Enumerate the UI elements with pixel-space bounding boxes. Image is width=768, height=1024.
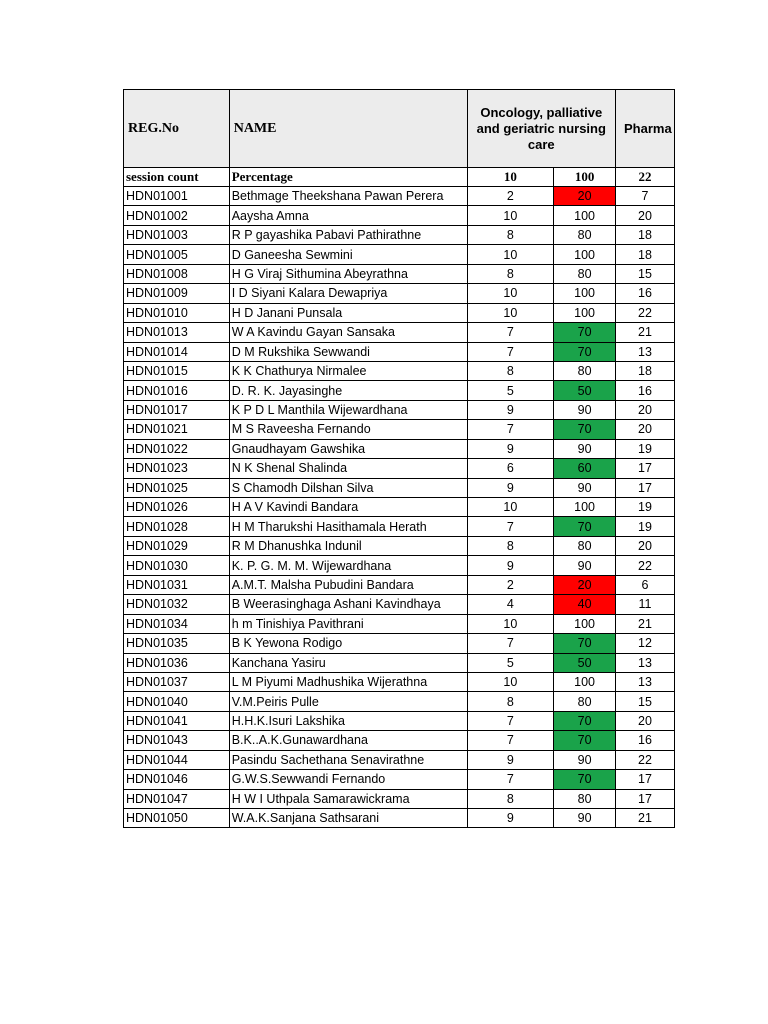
reg-no-cell: HDN01001 bbox=[124, 187, 230, 206]
percentage-cell: 70 bbox=[554, 420, 616, 439]
course2-count-cell: 22 bbox=[616, 750, 675, 769]
course1-session-total: 10 bbox=[467, 168, 554, 187]
session-count-cell: 7 bbox=[467, 770, 554, 789]
table-row bbox=[124, 595, 675, 614]
student-name-cell: G.W.S.Sewwandi Fernando bbox=[229, 770, 467, 789]
percentage-cell: 80 bbox=[554, 225, 616, 244]
table-row bbox=[124, 381, 675, 400]
percentage-cell: 70 bbox=[554, 323, 616, 342]
course2-count-cell: 16 bbox=[616, 284, 675, 303]
course2-count-cell: 21 bbox=[616, 323, 675, 342]
percentage-cell: 90 bbox=[554, 439, 616, 458]
reg-no-cell: HDN01026 bbox=[124, 498, 230, 517]
course2-count-cell: 18 bbox=[616, 361, 675, 380]
session-count-cell: 9 bbox=[467, 556, 554, 575]
percentage-cell: 100 bbox=[554, 303, 616, 322]
student-name-cell: R M Dhanushka Indunil bbox=[229, 536, 467, 555]
course2-count-cell: 20 bbox=[616, 711, 675, 730]
student-name-cell: D. R. K. Jayasinghe bbox=[229, 381, 467, 400]
table-row bbox=[124, 770, 675, 789]
percentage-cell: 90 bbox=[554, 809, 616, 828]
reg-no-cell: HDN01050 bbox=[124, 809, 230, 828]
session-count-cell: 7 bbox=[467, 342, 554, 361]
student-name-cell: W.A.K.Sanjana Sathsarani bbox=[229, 809, 467, 828]
student-name-cell: W A Kavindu Gayan Sansaka bbox=[229, 323, 467, 342]
table-row bbox=[124, 342, 675, 361]
reg-no-cell: HDN01044 bbox=[124, 750, 230, 769]
table-row bbox=[124, 750, 675, 769]
course2-count-cell: 13 bbox=[616, 653, 675, 672]
student-name-cell: Kanchana Yasiru bbox=[229, 653, 467, 672]
percentage-cell: 80 bbox=[554, 264, 616, 283]
student-name-cell: K. P. G. M. M. Wijewardhana bbox=[229, 556, 467, 575]
reg-no-cell: HDN01040 bbox=[124, 692, 230, 711]
table-row bbox=[124, 556, 675, 575]
session-count-cell: 5 bbox=[467, 381, 554, 400]
table-row bbox=[124, 225, 675, 244]
course2-count-cell: 13 bbox=[616, 342, 675, 361]
course2-count-cell: 13 bbox=[616, 672, 675, 691]
session-count-row bbox=[124, 168, 675, 187]
student-name-cell: K P D L Manthila Wijewardhana bbox=[229, 400, 467, 419]
course2-count-cell: 6 bbox=[616, 575, 675, 594]
student-name-cell: I D Siyani Kalara Dewapriya bbox=[229, 284, 467, 303]
reg-no-cell: HDN01029 bbox=[124, 536, 230, 555]
course2-count-cell: 11 bbox=[616, 595, 675, 614]
course2-count-cell: 19 bbox=[616, 498, 675, 517]
student-name-cell: H D Janani Punsala bbox=[229, 303, 467, 322]
table-row bbox=[124, 731, 675, 750]
percentage-cell: 90 bbox=[554, 478, 616, 497]
percentage-cell: 20 bbox=[554, 187, 616, 206]
course2-count-cell: 19 bbox=[616, 439, 675, 458]
session-count-cell: 10 bbox=[467, 614, 554, 633]
session-count-cell: 9 bbox=[467, 809, 554, 828]
reg-no-cell: HDN01030 bbox=[124, 556, 230, 575]
student-name-cell: L M Piyumi Madhushika Wijerathna bbox=[229, 672, 467, 691]
session-count-cell: 8 bbox=[467, 692, 554, 711]
session-count-cell: 5 bbox=[467, 653, 554, 672]
student-name-cell: N K Shenal Shalinda bbox=[229, 459, 467, 478]
course2-count-cell: 21 bbox=[616, 614, 675, 633]
student-name-cell: S Chamodh Dilshan Silva bbox=[229, 478, 467, 497]
student-name-cell: M S Raveesha Fernando bbox=[229, 420, 467, 439]
course2-count-cell: 21 bbox=[616, 809, 675, 828]
table-row bbox=[124, 478, 675, 497]
percentage-cell: 80 bbox=[554, 361, 616, 380]
reg-no-cell: HDN01032 bbox=[124, 595, 230, 614]
student-name-cell: Bethmage Theekshana Pawan Perera bbox=[229, 187, 467, 206]
table-row bbox=[124, 711, 675, 730]
student-name-cell: B Weerasinghaga Ashani Kavindhaya bbox=[229, 595, 467, 614]
table-row bbox=[124, 264, 675, 283]
table-row bbox=[124, 361, 675, 380]
percentage-cell: 100 bbox=[554, 614, 616, 633]
percentage-cell: 50 bbox=[554, 653, 616, 672]
course2-count-cell: 16 bbox=[616, 381, 675, 400]
course2-count-cell: 17 bbox=[616, 478, 675, 497]
session-count-cell: 8 bbox=[467, 789, 554, 808]
percentage-cell: 70 bbox=[554, 731, 616, 750]
reg-no-cell: HDN01016 bbox=[124, 381, 230, 400]
percentage-cell: 40 bbox=[554, 595, 616, 614]
reg-no-cell: HDN01017 bbox=[124, 400, 230, 419]
student-name-cell: A.M.T. Malsha Pubudini Bandara bbox=[229, 575, 467, 594]
percentage-label: Percentage bbox=[229, 168, 467, 187]
session-count-cell: 9 bbox=[467, 478, 554, 497]
session-count-cell: 8 bbox=[467, 361, 554, 380]
course2-count-cell: 12 bbox=[616, 634, 675, 653]
session-count-cell: 9 bbox=[467, 400, 554, 419]
course2-count-cell: 18 bbox=[616, 245, 675, 264]
session-count-cell: 10 bbox=[467, 245, 554, 264]
percentage-cell: 80 bbox=[554, 789, 616, 808]
percentage-cell: 80 bbox=[554, 692, 616, 711]
student-name-cell: K K Chathurya Nirmalee bbox=[229, 361, 467, 380]
course2-count-cell: 22 bbox=[616, 556, 675, 575]
reg-no-cell: HDN01037 bbox=[124, 672, 230, 691]
percentage-cell: 70 bbox=[554, 770, 616, 789]
session-count-cell: 4 bbox=[467, 595, 554, 614]
percentage-cell: 70 bbox=[554, 634, 616, 653]
percentage-cell: 100 bbox=[554, 245, 616, 264]
session-count-cell: 7 bbox=[467, 517, 554, 536]
session-count-cell: 2 bbox=[467, 187, 554, 206]
table-row bbox=[124, 634, 675, 653]
percentage-cell: 80 bbox=[554, 536, 616, 555]
table-row bbox=[124, 672, 675, 691]
reg-no-cell: HDN01028 bbox=[124, 517, 230, 536]
session-count-cell: 10 bbox=[467, 672, 554, 691]
course-header-pharma: Pharma bbox=[616, 90, 675, 168]
reg-no-cell: HDN01010 bbox=[124, 303, 230, 322]
course2-count-cell: 15 bbox=[616, 264, 675, 283]
percentage-cell: 90 bbox=[554, 556, 616, 575]
session-count-cell: 7 bbox=[467, 634, 554, 653]
table-row bbox=[124, 303, 675, 322]
reg-no-cell: HDN01021 bbox=[124, 420, 230, 439]
course2-count-cell: 19 bbox=[616, 517, 675, 536]
reg-no-header: REG.No bbox=[124, 90, 230, 168]
table-row bbox=[124, 498, 675, 517]
course1-percent-total: 100 bbox=[554, 168, 616, 187]
course2-count-cell: 16 bbox=[616, 731, 675, 750]
session-count-cell: 6 bbox=[467, 459, 554, 478]
session-count-cell: 10 bbox=[467, 498, 554, 517]
reg-no-cell: HDN01031 bbox=[124, 575, 230, 594]
student-name-cell: R P gayashika Pabavi Pathirathne bbox=[229, 225, 467, 244]
course2-count-cell: 20 bbox=[616, 400, 675, 419]
reg-no-cell: HDN01036 bbox=[124, 653, 230, 672]
reg-no-cell: HDN01025 bbox=[124, 478, 230, 497]
percentage-cell: 20 bbox=[554, 575, 616, 594]
percentage-cell: 100 bbox=[554, 672, 616, 691]
course2-count-cell: 18 bbox=[616, 225, 675, 244]
table-row bbox=[124, 245, 675, 264]
reg-no-cell: HDN01035 bbox=[124, 634, 230, 653]
table-row bbox=[124, 400, 675, 419]
percentage-cell: 60 bbox=[554, 459, 616, 478]
session-count-cell: 8 bbox=[467, 264, 554, 283]
reg-no-cell: HDN01009 bbox=[124, 284, 230, 303]
session-count-cell: 7 bbox=[467, 323, 554, 342]
course2-count-cell: 17 bbox=[616, 459, 675, 478]
percentage-cell: 70 bbox=[554, 711, 616, 730]
table-row bbox=[124, 575, 675, 594]
reg-no-cell: HDN01023 bbox=[124, 459, 230, 478]
student-name-cell: D M Rukshika Sewwandi bbox=[229, 342, 467, 361]
student-name-cell: D Ganeesha Sewmini bbox=[229, 245, 467, 264]
student-name-cell: H A V Kavindi Bandara bbox=[229, 498, 467, 517]
reg-no-cell: HDN01014 bbox=[124, 342, 230, 361]
table-row bbox=[124, 206, 675, 225]
reg-no-cell: HDN01041 bbox=[124, 711, 230, 730]
reg-no-cell: HDN01002 bbox=[124, 206, 230, 225]
session-count-cell: 7 bbox=[467, 420, 554, 439]
percentage-cell: 90 bbox=[554, 400, 616, 419]
table-row bbox=[124, 692, 675, 711]
student-name-cell: Pasindu Sachethana Senavirathne bbox=[229, 750, 467, 769]
table-row bbox=[124, 420, 675, 439]
table-row bbox=[124, 653, 675, 672]
reg-no-cell: HDN01005 bbox=[124, 245, 230, 264]
student-name-cell: H M Tharukshi Hasithamala Herath bbox=[229, 517, 467, 536]
percentage-cell: 70 bbox=[554, 342, 616, 361]
table-row bbox=[124, 614, 675, 633]
table-row bbox=[124, 284, 675, 303]
student-name-cell: V.M.Peiris Pulle bbox=[229, 692, 467, 711]
reg-no-cell: HDN01047 bbox=[124, 789, 230, 808]
reg-no-cell: HDN01008 bbox=[124, 264, 230, 283]
course2-count-cell: 7 bbox=[616, 187, 675, 206]
table-row bbox=[124, 809, 675, 828]
percentage-cell: 70 bbox=[554, 517, 616, 536]
course2-count-cell: 20 bbox=[616, 206, 675, 225]
session-count-cell: 8 bbox=[467, 225, 554, 244]
session-count-label: session count bbox=[124, 168, 230, 187]
table-row bbox=[124, 459, 675, 478]
session-count-cell: 8 bbox=[467, 536, 554, 555]
student-name-cell: Gnaudhayam Gawshika bbox=[229, 439, 467, 458]
reg-no-cell: HDN01015 bbox=[124, 361, 230, 380]
table-row bbox=[124, 517, 675, 536]
table-row bbox=[124, 536, 675, 555]
session-count-cell: 9 bbox=[467, 750, 554, 769]
reg-no-cell: HDN01003 bbox=[124, 225, 230, 244]
course2-count-cell: 17 bbox=[616, 770, 675, 789]
reg-no-cell: HDN01046 bbox=[124, 770, 230, 789]
header-row bbox=[124, 90, 675, 168]
session-count-cell: 10 bbox=[467, 206, 554, 225]
session-count-cell: 7 bbox=[467, 711, 554, 730]
student-name-cell: H.H.K.Isuri Lakshika bbox=[229, 711, 467, 730]
percentage-cell: 100 bbox=[554, 206, 616, 225]
student-name-cell: B.K..A.K.Gunawardhana bbox=[229, 731, 467, 750]
session-count-cell: 2 bbox=[467, 575, 554, 594]
course2-count-cell: 20 bbox=[616, 420, 675, 439]
course2-count-cell: 15 bbox=[616, 692, 675, 711]
course-header-oncology: Oncology, palliative and geriatric nursing care bbox=[467, 90, 615, 168]
percentage-cell: 90 bbox=[554, 750, 616, 769]
table-row bbox=[124, 789, 675, 808]
attendance-table bbox=[123, 89, 675, 828]
student-name-cell: Aaysha Amna bbox=[229, 206, 467, 225]
session-count-cell: 9 bbox=[467, 439, 554, 458]
session-count-cell: 10 bbox=[467, 284, 554, 303]
session-count-cell: 7 bbox=[467, 731, 554, 750]
percentage-cell: 100 bbox=[554, 498, 616, 517]
course2-count-cell: 20 bbox=[616, 536, 675, 555]
reg-no-cell: HDN01013 bbox=[124, 323, 230, 342]
table-row bbox=[124, 323, 675, 342]
table-row bbox=[124, 439, 675, 458]
reg-no-cell: HDN01034 bbox=[124, 614, 230, 633]
course2-session-total: 22 bbox=[616, 168, 675, 187]
student-name-cell: h m Tinishiya Pavithrani bbox=[229, 614, 467, 633]
course2-count-cell: 17 bbox=[616, 789, 675, 808]
table-row bbox=[124, 187, 675, 206]
session-count-cell: 10 bbox=[467, 303, 554, 322]
percentage-cell: 50 bbox=[554, 381, 616, 400]
attendance-sheet bbox=[123, 89, 675, 828]
reg-no-cell: HDN01043 bbox=[124, 731, 230, 750]
percentage-cell: 100 bbox=[554, 284, 616, 303]
student-name-cell: H W I Uthpala Samarawickrama bbox=[229, 789, 467, 808]
student-name-cell: B K Yewona Rodigo bbox=[229, 634, 467, 653]
student-name-cell: H G Viraj Sithumina Abeyrathna bbox=[229, 264, 467, 283]
course2-count-cell: 22 bbox=[616, 303, 675, 322]
reg-no-cell: HDN01022 bbox=[124, 439, 230, 458]
name-header: NAME bbox=[229, 90, 467, 168]
